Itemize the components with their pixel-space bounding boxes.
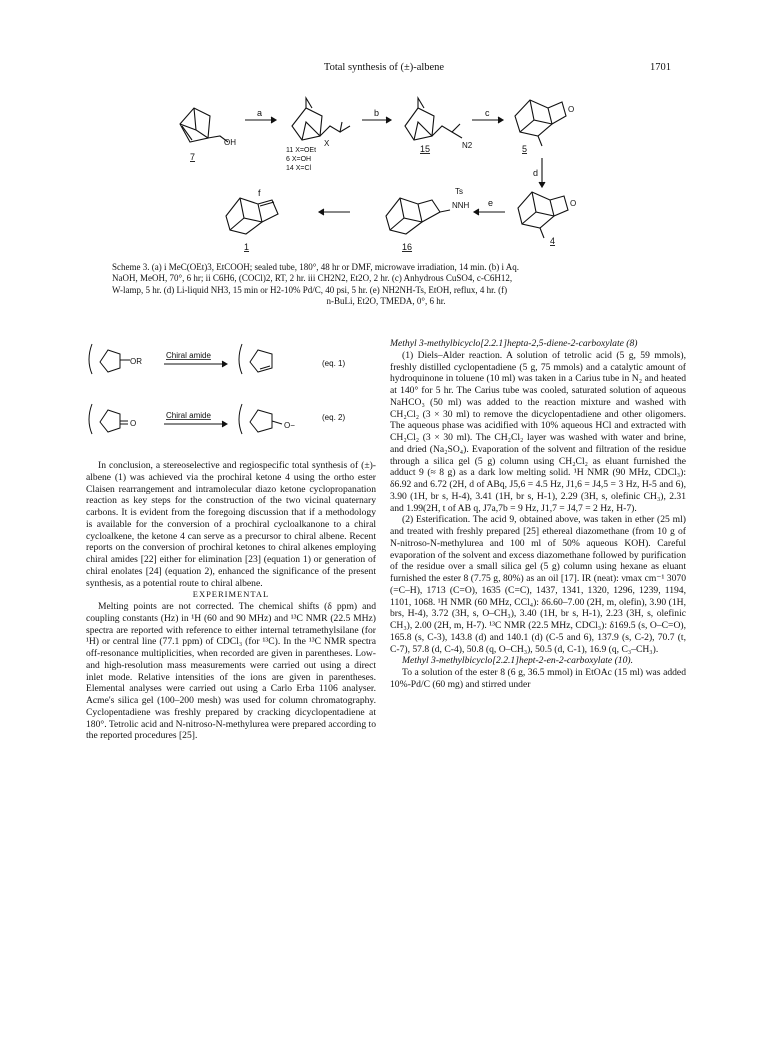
arrow-label-e: e xyxy=(488,198,494,208)
compound-label-5: 5 xyxy=(522,144,528,154)
label-n2: N2 xyxy=(462,141,473,150)
equations-figure xyxy=(86,338,376,448)
label-oh: OH xyxy=(224,138,236,147)
compound-label-15: 15 xyxy=(420,144,431,154)
experimental-heading: EXPERIMENTAL xyxy=(192,589,270,600)
substituent-6: 6 X=OH xyxy=(286,156,312,163)
structure-4 xyxy=(518,192,568,238)
structure-11-6-14 xyxy=(292,98,350,140)
compound-label-4: 4 xyxy=(550,236,556,246)
caption-line-2: NaOH, MeOH, 70°, 6 hr; ii C6H6, (COCl)2, RT, 2 hr. iii CH2N2, Et2O, 2 hr. (c) Anhydrous CuSO4, c-C6H12, xyxy=(112,273,513,284)
label-x: X xyxy=(324,139,330,148)
eq1-number: (eq. 1) xyxy=(322,359,346,368)
caption-line-1: Scheme 3. (a) i MeC(OEt)3, EtCOOH; sealed tube, 180°, 48 hr or DMF, microwave irradiation, 14 min. (b) i Aq. xyxy=(112,262,520,272)
label-nnh: NNH xyxy=(452,201,470,210)
structure-1-albene xyxy=(226,198,278,234)
structure-5 xyxy=(515,100,566,146)
structure-7 xyxy=(180,108,228,142)
compound-label-16: 16 xyxy=(402,242,413,252)
arrow-label-c: c xyxy=(485,108,490,118)
arrow-label-a: a xyxy=(257,108,263,118)
right-column xyxy=(390,338,686,691)
equations-drawing xyxy=(86,338,376,448)
arrow-label-d: d xyxy=(533,168,539,178)
hydrogenation-paragraph: To a solution of the ester 8 (6 g, 36.5 mmol) in EtOAc (15 ml) was added 10%-Pd/C (60 mg) and stirred under xyxy=(390,667,686,690)
compound-label-7: 7 xyxy=(190,152,196,162)
caption-line-3: W-lamp, 5 hr. (d) Li-liquid NH3, 15 min or H2-10% Pd/C, 40 psi, 5 hr. (e) NH2NH-Ts, EtOH, reflux, 4 hr. (f) xyxy=(112,284,508,295)
diels-alder-paragraph: (1) Diels–Alder reaction. A solution of tetrolic acid (5 g, 59 mmols), freshly distilled cyclopentadiene (5 g, 75 mmols) and a catalytic amount of hydroquinone in toluene (10 ml) was taken in a Carius tube in N₂ and heated at 140° for 5 hr. The Carius tube was cooled, saturated solution of aqueous NaHCO₃ (50 ml) was added to the reaction mixture and washed with CH₂Cl₂ (3 × 30 ml) to remove the dicyclopentadiene and other oligomers. The aqueous phase was acidified with 10% aqueous HCl and extracted with CH₂Cl₂ (3 × 30 ml). The CH₂Cl₂ layer was washed with water and brine, and dried (Na₂SO₄). Evaporation of the solvent and filtration of the residue through a silica gel (5 g) column using CH₂Cl₂ as eluant furnished the adduct 9 (≈ 8 g) as a dark low melting solid. ¹H NMR (90 MHz, CDCl₃): δ6.92 and 6.72 (2H, d of ABq, J5,6 = 4.5 Hz, J1,6 = J4,5 = 3 Hz, H-5 and 6), 3.90 (1H, br s, H-4), 3.41 (1H, br s, H-1), 2.29 (3H, s, olefinic CH₃), 2.31 and 1.99(2H, t of AB q, J7a,7b = 9 Hz, J1,7 = J4,7 = 2 Hz, H-7). xyxy=(390,349,686,514)
label-o-5: O xyxy=(568,105,575,114)
eq2-o-label: O xyxy=(130,419,137,428)
page-number: 1701 xyxy=(650,62,671,73)
substituent-11: 11 X=OEt xyxy=(286,147,317,154)
substituent-14: 14 X=Cl xyxy=(286,165,312,172)
caption-line-4: n-BuLi, Et2O, TMEDA, 0°, 6 hr. xyxy=(326,296,446,307)
experimental-paragraph: Melting points are not corrected. The chemical shifts (δ ppm) and coupling constants (Hz) in ¹H (60 and 90 MHz) and ¹³C NMR (22.5 MHz) spectra are reported with reference to either internal tetramethylsilane (for ¹H) or central line (77.1 ppm) of CDCl₃ (for ¹³C). In the ¹³C NMR spectra off-resonance multiplicities, when recorded are given in parentheses. Low- and high-resolution mass measurements were carried out using a direct inlet mode. Relative intensities of the ions are given in parentheses. Elemental analyses were carried out using a Carlo Erba 1106 analyser. Acme's silica gel (100–200 mesh) was used for column chromatography. Cyclopentadiene was freshly prepared by cracking dicyclopentadiene at 180°. Tetrolic acid and N-nitroso-N-methylurea were prepared according to the reported procedures [25]. xyxy=(86,601,376,742)
arrow-label-f: f xyxy=(258,188,261,198)
label-o-4: O xyxy=(570,199,577,208)
structure-16 xyxy=(386,198,450,234)
scheme-3-drawing xyxy=(150,86,620,261)
arrow-label-b: b xyxy=(374,108,380,118)
running-title: Total synthesis of (±)-albene xyxy=(323,62,445,73)
compound-label-1: 1 xyxy=(244,242,250,252)
scheme-3-figure xyxy=(150,86,620,261)
esterification-paragraph: (2) Esterification. The acid 9, obtained above, was taken in ether (25 ml) and treated with freshly prepared [25] ethereal diazomethane (from 10 g of N-nitroso-N-methylurea and 100 ml of 50% aqueous KOH). Careful evaporation of the solvent and excess diazomethane followed by purification of the residue over a small silica gel (5 g) column using hexane as eluant furnished the ester 8 (7.75 g, 80%) as an oil [17]. IR (neat): νmax cm⁻¹ 3070 (=C–H), 1713 (C=O), 1635 (C=C), 1437, 1341, 1320, 1296, 1239, 1194, 1101, 1068. ¹H NMR (60 MHz, CCl₄): δ6.60–7.00 (2H, m, olefin), 3.90 (1H, brs, H-4), 3.72 (3H, s, O–CH₃), 3.40 (1H, br s, H-1), 2.23 (3H, s, olefinic CH₃), 2.00 (2H, m, H-7). ¹³C NMR (22.5 MHz, CDCl₃): δ169.5 (s, O–C=O), 165.8 (s, C-3), 143.8 (d) and 140.1 (d) (C-5 and 6), 137.9 (s, C-2), 70.7 (t, C-7), 57.8 (d, C-4), 50.8 (q, O–CH₃), 50.5 (d, C-1), 16.9 (q, C₃–CH₃). xyxy=(390,514,686,655)
scheme-caption xyxy=(112,262,660,308)
structure-15 xyxy=(405,98,462,140)
conclusion-paragraph: In conclusion, a stereoselective and regiospecific total synthesis of (±)-albene (1) was achieved via the prochiral ketone 4 using the ortho ester Claisen rearrangement and intramolecular diazo ketone cyclopropanation reaction as key steps for the construction of the two vicinal quaternary carbons. It is evident from the foregoing discussion that if a methodology is available for the conversion of a prochiral cycloalkanone to a chiral cycloalkene, the ketone 4 can serve as a precursor to chiral albene. Recent reports on the conversion of prochiral ketones to chiral alkenes employing chiral amides [22] either for elimination [23] (equation 1) or generation of chiral enolates [24] (equation 2), enhanced the significance of the present synthesis, as a potential route to chiral albene. xyxy=(86,460,376,589)
label-ts: Ts xyxy=(455,187,463,196)
left-column xyxy=(86,460,376,742)
compound-10-title: Methyl 3-methylbicyclo[2.2.1]hept-2-en-2-carboxylate (10). xyxy=(402,655,633,667)
eq1-reagent: Chiral amide xyxy=(166,351,211,360)
eq2-o-minus-label: O− xyxy=(284,421,295,430)
eq1-or-label: OR xyxy=(130,357,142,366)
compound-8-title: Methyl 3-methylbicyclo[2.2.1]hepta-2,5-diene-2-carboxylate (8) xyxy=(390,338,638,349)
eq2-number: (eq. 2) xyxy=(322,413,346,422)
eq2-reagent: Chiral amide xyxy=(166,411,211,420)
